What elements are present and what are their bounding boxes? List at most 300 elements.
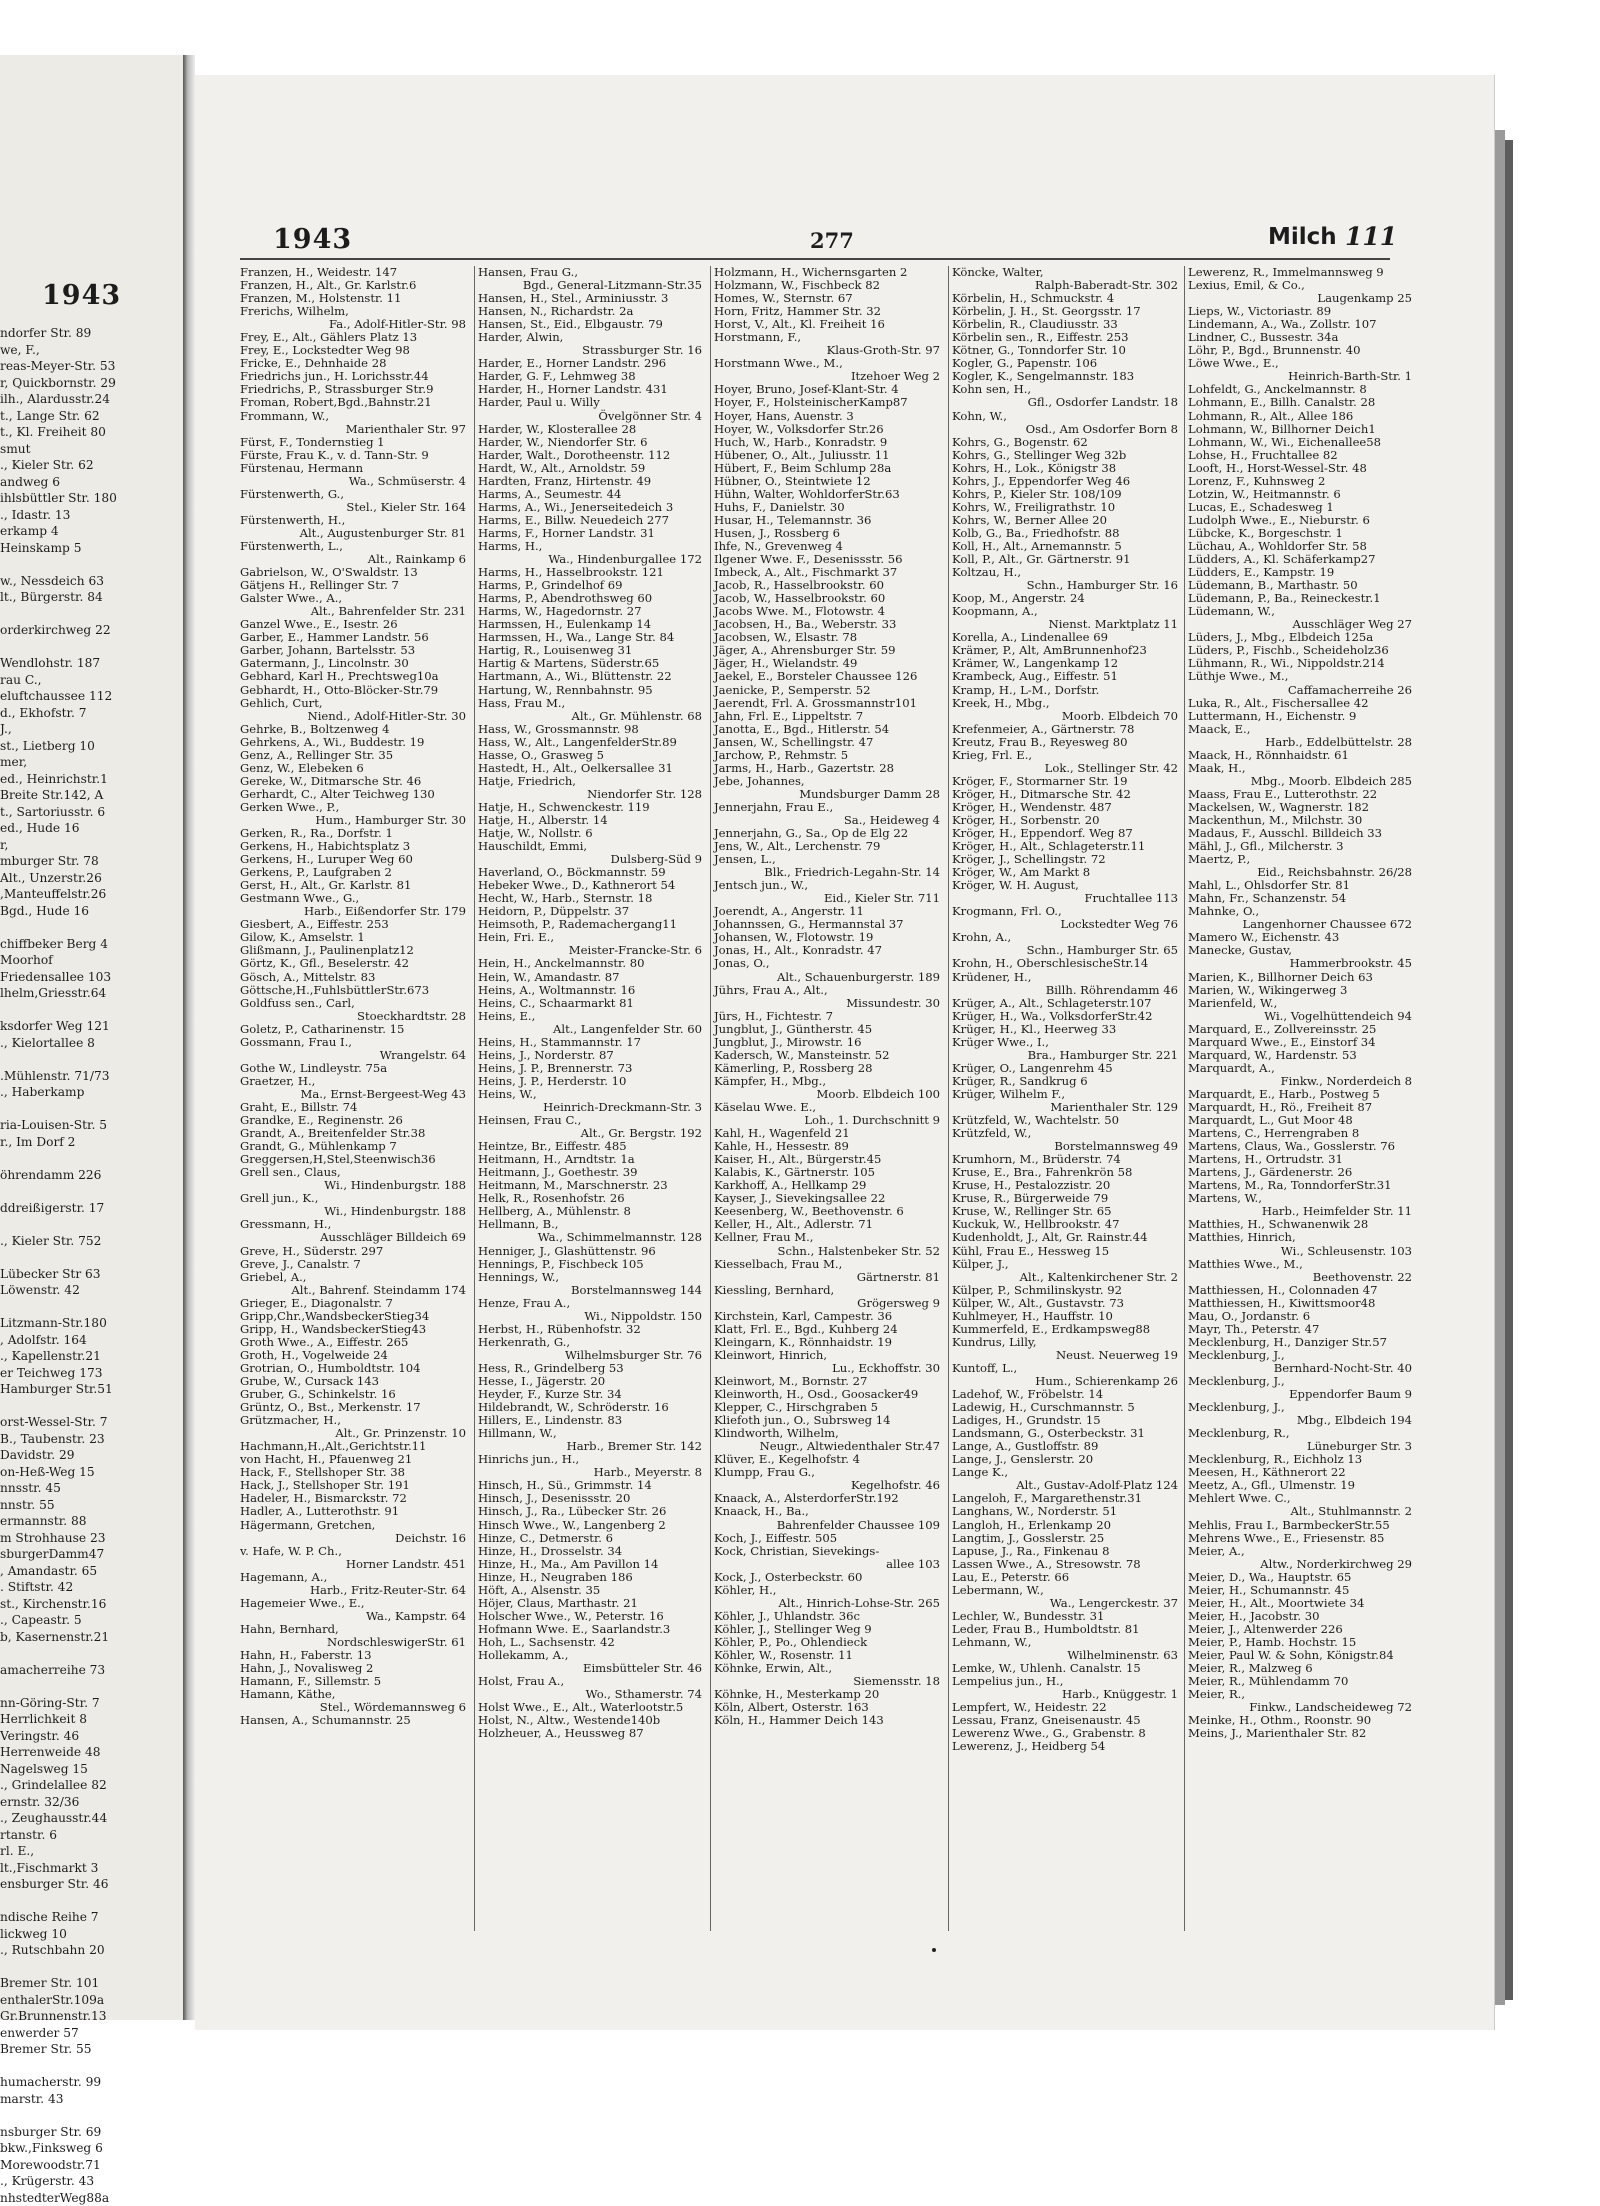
column-divider: [474, 266, 475, 1931]
directory-entry: Blk., Friedrich-Legahn-Str. 14: [714, 866, 944, 879]
directory-entry: Hass, Frau M.,: [478, 697, 706, 710]
directory-entry: Harms, W., Hagedornstr. 27: [478, 605, 706, 618]
directory-entry: Marien, W., Wikingerweg 3: [1188, 984, 1416, 997]
directory-entry: Eid., Reichsbahnstr. 26/28: [1188, 866, 1416, 879]
directory-entry: Käselau Wwe. E.,: [714, 1101, 944, 1114]
directory-entry: Holst, Frau A.,: [478, 1675, 706, 1688]
directory-entry: Krüger, H., Kl., Heerweg 33: [952, 1023, 1182, 1036]
directory-entry: Fa., Adolf-Hitler-Str. 98: [240, 318, 470, 331]
directory-entry: Mundsburger Damm 28: [714, 788, 944, 801]
directory-entry: Nienst. Marktplatz 11: [952, 618, 1182, 631]
directory-entry: Frey, E., Alt., Gählers Platz 13: [240, 331, 470, 344]
section-number: 111: [1345, 222, 1397, 251]
directory-entry: Stoeckhardtstr. 28: [240, 1010, 470, 1023]
directory-entry: Holscher Wwe., W., Peterstr. 16: [478, 1610, 706, 1623]
directory-entry: Jensen, L.,: [714, 853, 944, 866]
left-page-entry: rau C.,: [0, 672, 183, 689]
directory-entry: Hess, R., Grindelberg 53: [478, 1362, 706, 1375]
directory-entry: Lohse, H., Fruchtallee 82: [1188, 449, 1416, 462]
directory-entry: Köhler, W., Rosenstr. 11: [714, 1649, 944, 1662]
directory-entry: Meetz, A., Gfl., Ulmenstr. 19: [1188, 1479, 1416, 1492]
directory-entry: Hardten, Franz, Hirtenstr. 49: [478, 475, 706, 488]
left-page-entry: ria-Louisen-Str. 5: [0, 1117, 183, 1134]
directory-entry: Marienfeld, W.,: [1188, 997, 1416, 1010]
directory-entry: Johannssen, G., Hermannstal 37: [714, 918, 944, 931]
directory-entry: Harder, H., Horner Landstr. 431: [478, 383, 706, 396]
left-page-entry: [0, 1051, 183, 1068]
directory-entry: Hartmann, A., Wi., Blüttenstr. 22: [478, 670, 706, 683]
directory-entry: Hecht, W., Harb., Sternstr. 18: [478, 892, 706, 905]
directory-entry: Wi., Schleusenstr. 103: [1188, 1245, 1416, 1258]
directory-entry: Knaack, H., Ba.,: [714, 1505, 944, 1518]
directory-entry: Kuhlmeyer, H., Hauffstr. 10: [952, 1310, 1182, 1323]
directory-entry: Lexius, Emil, & Co.,: [1188, 279, 1416, 292]
directory-entry: Kogler, G., Papenstr. 106: [952, 357, 1182, 370]
directory-entry: Meier, H., Alt., Moortwiete 34: [1188, 1597, 1416, 1610]
directory-entry: Mecklenburg, R., Eichholz 13: [1188, 1453, 1416, 1466]
left-page-entry: [0, 1678, 183, 1695]
directory-entry: Heins, E.,: [478, 1010, 706, 1023]
directory-entry: Alt., Gr. Mühlenstr. 68: [478, 710, 706, 723]
directory-entry: Klatt, Frl. E., Bgd., Kuhberg 24: [714, 1323, 944, 1336]
left-page-entry: bkw.,Finksweg 6: [0, 2140, 183, 2157]
directory-entry: Ilgener Wwe. F., Desenissstr. 56: [714, 553, 944, 566]
directory-entry: Langeloh, F., Margarethenstr.31: [952, 1492, 1182, 1505]
directory-entry: Hinze, C., Detmerstr. 6: [478, 1532, 706, 1545]
directory-entry: Meier, H., Jacobstr. 30: [1188, 1610, 1416, 1623]
directory-entry: Mehlert Wwe. C.,: [1188, 1492, 1416, 1505]
directory-entry: Jennerjahn, Frau E.,: [714, 801, 944, 814]
directory-entry: Gehrkens, A., Wi., Buddestr. 19: [240, 736, 470, 749]
directory-entry: Hoh, L., Sachsenstr. 42: [478, 1636, 706, 1649]
directory-entry: Glißmann, J., Paulinenplatz12: [240, 944, 470, 957]
directory-entry: v. Hafe, W. P. Ch.,: [240, 1545, 470, 1558]
directory-entry: Lebermann, W.,: [952, 1584, 1182, 1597]
left-page-entry: Lübecker Str 63: [0, 1266, 183, 1283]
directory-entry: Hennings, P., Fischbeck 105: [478, 1258, 706, 1271]
left-page-entry: enthalerStr.109a: [0, 1992, 183, 2009]
directory-entry: Jansen, W., Schellingstr. 47: [714, 736, 944, 749]
directory-entry: Harms, A., Seumestr. 44: [478, 488, 706, 501]
directory-entry: Jührs, Frau A., Alt.,: [714, 984, 944, 997]
directory-entry: Niend., Adolf-Hitler-Str. 30: [240, 710, 470, 723]
directory-entry: Jaenicke, P., Semperstr. 52: [714, 684, 944, 697]
directory-entry: Hahn, H., Faberstr. 13: [240, 1649, 470, 1662]
directory-entry: Wa., Hindenburgallee 172: [478, 553, 706, 566]
left-page-entry: humacherstr. 99: [0, 2074, 183, 2091]
directory-entry: Jebe, Johannes,: [714, 775, 944, 788]
directory-entry: Galster Wwe., A.,: [240, 592, 470, 605]
directory-entry: Hatje, H., Schwenckestr. 119: [478, 801, 706, 814]
directory-entry: Hack, F., Stellshoper Str. 38: [240, 1466, 470, 1479]
directory-entry: Krambeck, Aug., Eiffestr. 51: [952, 670, 1182, 683]
directory-entry: Eppendorfer Baum 9: [1188, 1388, 1416, 1401]
directory-entry: Alt., Gustav-Adolf-Platz 124: [952, 1479, 1182, 1492]
directory-entry: Marquardt, A.,: [1188, 1062, 1416, 1075]
directory-entry: Mahl, L., Ohlsdorfer Str. 81: [1188, 879, 1416, 892]
directory-entry: Huhs, F., Danielstr. 30: [714, 501, 944, 514]
directory-entry: Greggersen,H,Stel,Steenwisch36: [240, 1153, 470, 1166]
directory-entry: Husar, H., Telemannstr. 36: [714, 514, 944, 527]
directory-entry: Heins, C., Schaarmarkt 81: [478, 997, 706, 1010]
directory-entry: Hübner, O., Steintwiete 12: [714, 475, 944, 488]
directory-entry: Siemensstr. 18: [714, 1675, 944, 1688]
directory-entry: Gösch, A., Mittelstr. 83: [240, 971, 470, 984]
left-page-entry: smut: [0, 441, 183, 458]
directory-entry: Jacob, W., Hasselbrookstr. 60: [714, 592, 944, 605]
directory-entry: Jungblut, J., Mirowstr. 16: [714, 1036, 944, 1049]
left-page-entry: sburgerDamm47: [0, 1546, 183, 1563]
directory-entry: Caffamacherreihe 26: [1188, 684, 1416, 697]
directory-entry: Matthies, Hinrich,: [1188, 1231, 1416, 1244]
directory-entry: Hardt, W., Alt., Arnoldstr. 59: [478, 462, 706, 475]
directory-entry: Beethovenstr. 22: [1188, 1271, 1416, 1284]
directory-entry: Hasse, O., Grasweg 5: [478, 749, 706, 762]
directory-entry: Kröger, F., Stormarner Str. 19: [952, 775, 1182, 788]
directory-entry: Maack, E.,: [1188, 723, 1416, 736]
directory-entry: Hass, W., Alt., LangenfelderStr.89: [478, 736, 706, 749]
directory-entry: Ladiges, H., Grundstr. 15: [952, 1414, 1182, 1427]
left-page-entry: .Mühlenstr. 71/73: [0, 1068, 183, 1085]
directory-entry: Madaus, F., Ausschl. Billdeich 33: [1188, 827, 1416, 840]
left-page-year: 1943: [42, 280, 121, 311]
directory-entry: Kröger, J., Schellingstr. 72: [952, 853, 1182, 866]
directory-entry: Holst Wwe., E., Alt., Waterlootstr.5: [478, 1701, 706, 1714]
directory-entry: Mackenthun, M., Milchstr. 30: [1188, 814, 1416, 827]
directory-entry: Heins, J. P., Herderstr. 10: [478, 1075, 706, 1088]
directory-entry: Grell jun., K.,: [240, 1192, 470, 1205]
directory-entry: Lau, E., Peterstr. 66: [952, 1571, 1182, 1584]
directory-entry: Övelgönner Str. 4: [478, 410, 706, 423]
directory-entry: Kramp, H., L-M., Dorfstr.: [952, 684, 1182, 697]
left-page-entry: [0, 556, 183, 573]
directory-entry: Lüdders, A., Kl. Schäferkamp27: [1188, 553, 1416, 566]
left-page-entry: [0, 1183, 183, 1200]
directory-entry: Giesbert, A., Eiffestr. 253: [240, 918, 470, 931]
directory-entry: Krützfeld, W., Wachtelstr. 50: [952, 1114, 1182, 1127]
left-page-entry: st., Kirchenstr.16: [0, 1596, 183, 1613]
column-divider: [948, 266, 949, 1931]
directory-entry: Kayser, J., Sievekingsallee 22: [714, 1192, 944, 1205]
directory-entry: Hadeler, H., Bismarckstr. 72: [240, 1492, 470, 1505]
directory-entry: Fürstenwerth, L.,: [240, 540, 470, 553]
directory-entry: Martens, Claus, Wa., Gosslerstr. 76: [1188, 1140, 1416, 1153]
directory-entry: Heins, H., Stammannstr. 17: [478, 1036, 706, 1049]
directory-entry: Hübener, O., Alt., Juliusstr. 11: [714, 449, 944, 462]
directory-entry: Wi., Hindenburgstr. 188: [240, 1179, 470, 1192]
directory-entry: Mecklenburg, J.,: [1188, 1349, 1416, 1362]
directory-entry: von Hacht, H., Pfauenweg 21: [240, 1453, 470, 1466]
left-page-entry: ., Kapellenstr.21: [0, 1348, 183, 1365]
directory-entry: Kahle, H., Hessestr. 89: [714, 1140, 944, 1153]
directory-entry: Martens, J., Gärdenerstr. 26: [1188, 1166, 1416, 1179]
left-page-entry: ksdorfer Weg 121: [0, 1018, 183, 1035]
directory-entry: Heinsen, Frau C.,: [478, 1114, 706, 1127]
directory-entry: Hollekamm, A.,: [478, 1649, 706, 1662]
directory-entry: Borstelmannsweg 144: [478, 1284, 706, 1297]
directory-entry: Gebhard, Karl H., Prechtsweg10a: [240, 670, 470, 683]
directory-entry: Bahrenfelder Chaussee 109: [714, 1519, 944, 1532]
directory-entry: Borstelmannsweg 49: [952, 1140, 1182, 1153]
directory-entry: Horn, Fritz, Hammer Str. 32: [714, 305, 944, 318]
left-page-entry: rtanstr. 6: [0, 1827, 183, 1844]
directory-entry: Alt., Langenfelder Str. 60: [478, 1023, 706, 1036]
directory-entry: Itzehoer Weg 2: [714, 370, 944, 383]
directory-entry: Meier, A.,: [1188, 1545, 1416, 1558]
left-page-entry: r., Im Dorf 2: [0, 1134, 183, 1151]
directory-entry: Herbst, H., Rübenhofstr. 32: [478, 1323, 706, 1336]
directory-entry: Grieger, E., Diagonalstr. 7: [240, 1297, 470, 1310]
directory-entry: Hansen, A., Schumannstr. 25: [240, 1714, 470, 1727]
directory-entry: Grube, W., Cursack 143: [240, 1375, 470, 1388]
directory-entry: Kleinwort, M., Bornstr. 27: [714, 1375, 944, 1388]
directory-entry: Horstmann, F.,: [714, 331, 944, 344]
directory-entry: Kleingarn, K., Rönnhaidstr. 19: [714, 1336, 944, 1349]
directory-entry: Mehrens Wwe., E., Friesenstr. 85: [1188, 1532, 1416, 1545]
directory-entry: Hartig, R., Louisenweg 31: [478, 644, 706, 657]
directory-entry: Harder, E., Horner Landstr. 296: [478, 357, 706, 370]
directory-entry: Luttermann, H., Eichenstr. 9: [1188, 710, 1416, 723]
directory-column-1: [240, 266, 470, 1966]
directory-entry: Krohn, H., OberschlesischeStr.14: [952, 957, 1182, 970]
directory-entry: Heitmann, J., Goethestr. 39: [478, 1166, 706, 1179]
directory-entry: Kolb, G., Ba., Friedhofstr. 88: [952, 527, 1182, 540]
directory-entry: Hinsch, J., Ra., Lübecker Str. 26: [478, 1505, 706, 1518]
directory-entry: Klaus-Groth-Str. 97: [714, 344, 944, 357]
directory-entry: Alt., Kaltenkirchener Str. 2: [952, 1271, 1182, 1284]
directory-entry: Lempfert, W., Heidestr. 22: [952, 1701, 1182, 1714]
book-gutter: [183, 55, 195, 2020]
directory-entry: Lübcke, K., Borgeschstr. 1: [1188, 527, 1416, 540]
directory-entry: Krieg, Frl. E.,: [952, 749, 1182, 762]
directory-entry: Griebel, A.,: [240, 1271, 470, 1284]
directory-entry: Graht, E., Billstr. 74: [240, 1101, 470, 1114]
directory-entry: Harms, P., Grindelhof 69: [478, 579, 706, 592]
directory-entry: Meier, Paul W. & Sohn, Königstr.84: [1188, 1649, 1416, 1662]
directory-entry: Kiesselbach, Frau M.,: [714, 1258, 944, 1271]
directory-entry: Jarchow, P., Rehmstr. 5: [714, 749, 944, 762]
left-page-entry: [0, 1645, 183, 1662]
directory-entry: Köhnke, H., Mesterkamp 20: [714, 1688, 944, 1701]
directory-entry: Harder, Walt., Dorotheenstr. 112: [478, 449, 706, 462]
left-page-entry: . Stiftstr. 42: [0, 1579, 183, 1596]
left-page-entry: [0, 1398, 183, 1415]
directory-entry: Harb., Bremer Str. 142: [478, 1440, 706, 1453]
directory-entry: Jacob, R., Hasselbrookstr. 60: [714, 579, 944, 592]
directory-entry: Kuntoff, L.,: [952, 1362, 1182, 1375]
directory-entry: Klindworth, Wilhelm,: [714, 1427, 944, 1440]
directory-entry: Bgd., General-Litzmann-Str.35: [478, 279, 706, 292]
directory-entry: Lindemann, A., Wa., Zollstr. 107: [1188, 318, 1416, 331]
directory-entry: Johansen, W., Flotowstr. 19: [714, 931, 944, 944]
left-page-entry: , Amandastr. 65: [0, 1563, 183, 1580]
left-page-entry: Heinskamp 5: [0, 540, 183, 557]
directory-entry: Lieps, W., Victoriastr. 89: [1188, 305, 1416, 318]
left-page-entry: ilh., Alardusstr.24: [0, 391, 183, 408]
left-page-entry: erkamp 4: [0, 523, 183, 540]
directory-entry: Körbelin, J. H., St. Georgsstr. 17: [952, 305, 1182, 318]
directory-entry: Lüdemann, B., Marthastr. 50: [1188, 579, 1416, 592]
directory-entry: Harder, W., Niendorfer Str. 6: [478, 436, 706, 449]
left-page-entry: Bremer Str. 55: [0, 2041, 183, 2058]
directory-entry: Krogmann, Frl. O.,: [952, 905, 1182, 918]
directory-entry: Kröger, W. H. August,: [952, 879, 1182, 892]
directory-entry: Janotta, E., Bgd., Hitlerstr. 54: [714, 723, 944, 736]
directory-entry: Fürstenwerth, H.,: [240, 514, 470, 527]
directory-entry: Hansen, H., Stel., Arminiusstr. 3: [478, 292, 706, 305]
directory-entry: Eid., Kieler Str. 711: [714, 892, 944, 905]
directory-entry: Hesse, I., Jägerstr. 20: [478, 1375, 706, 1388]
directory-entry: Hachmann,H.,Alt.,Gerichtstr.11: [240, 1440, 470, 1453]
left-page-entry: nnstr. 55: [0, 1497, 183, 1514]
directory-entry: Alt., Gr. Bergstr. 192: [478, 1127, 706, 1140]
directory-entry: Genz, A., Rellinger Str. 35: [240, 749, 470, 762]
column-divider: [710, 266, 711, 1931]
directory-entry: Alt., Stuhlmannstr. 2: [1188, 1505, 1416, 1518]
directory-entry: Gärtnerstr. 81: [714, 1271, 944, 1284]
page-year: 1943: [273, 224, 352, 255]
directory-entry: Billh. Röhrendamm 46: [952, 984, 1182, 997]
directory-entry: Holzmann, W., Fischbeck 82: [714, 279, 944, 292]
directory-entry: Lange, J., Genslerstr. 20: [952, 1453, 1182, 1466]
directory-entry: Krüdener, H.,: [952, 971, 1182, 984]
directory-entry: Strassburger Str. 16: [478, 344, 706, 357]
directory-entry: Lotzin, W., Heitmannstr. 6: [1188, 488, 1416, 501]
directory-entry: Hansen, N., Richardstr. 2a: [478, 305, 706, 318]
directory-entry: Matthies Wwe., M.,: [1188, 1258, 1416, 1271]
directory-entry: Joerendt, A., Angerstr. 11: [714, 905, 944, 918]
directory-entry: Keller, H., Alt., Adlerstr. 71: [714, 1218, 944, 1231]
directory-entry: Hillmann, W.,: [478, 1427, 706, 1440]
directory-entry: Hartung, W., Rennbahnstr. 95: [478, 684, 706, 697]
directory-entry: Lapuse, J., Ra., Finkenau 8: [952, 1545, 1182, 1558]
directory-entry: Grandt, G., Mühlenkamp 7: [240, 1140, 470, 1153]
directory-entry: Lucas, E., Schadesweg 1: [1188, 501, 1416, 514]
directory-entry: Kellner, Frau M.,: [714, 1231, 944, 1244]
directory-entry: Kruse, E., Bra., Fahrenkrön 58: [952, 1166, 1182, 1179]
left-page-entry: Herrenweide 48: [0, 1744, 183, 1761]
directory-entry: Lessau, Franz, Gneisenaustr. 45: [952, 1714, 1182, 1727]
directory-entry: Neust. Neuerweg 19: [952, 1349, 1182, 1362]
directory-entry: Meier, R., Mühlendamm 70: [1188, 1675, 1416, 1688]
directory-entry: Lorenz, F., Kuhnsweg 2: [1188, 475, 1416, 488]
left-page-entry: Veringstr. 46: [0, 1728, 183, 1745]
left-page-entry: J.,: [0, 721, 183, 738]
directory-entry: Jennerjahn, G., Sa., Op de Elg 22: [714, 827, 944, 840]
directory-entry: Heimsoth, P., Rademachergang11: [478, 918, 706, 931]
directory-entry: Lohmann, W., Wi., Eichenallee58: [1188, 436, 1416, 449]
directory-entry: Kohrs, G., Stellinger Weg 32b: [952, 449, 1182, 462]
directory-entry: Kegelhofstr. 46: [714, 1479, 944, 1492]
directory-entry: Haverland, O., Böckmannstr. 59: [478, 866, 706, 879]
directory-entry: Gruber, G., Schinkelstr. 16: [240, 1388, 470, 1401]
directory-entry: allee 103: [714, 1558, 944, 1571]
directory-entry: Harms, E., Billw. Neuedeich 277: [478, 514, 706, 527]
left-page-entry: [0, 1216, 183, 1233]
directory-entry: Meier, R.,: [1188, 1688, 1416, 1701]
directory-entry: Mbg., Elbdeich 194: [1188, 1414, 1416, 1427]
directory-entry: Imbeck, A., Alt., Fischmarkt 37: [714, 566, 944, 579]
directory-entry: Lemke, W., Uhlenh. Canalstr. 15: [952, 1662, 1182, 1675]
left-page-entry: Alt., Unzerstr.26: [0, 870, 183, 887]
directory-entry: Franzen, H., Alt., Gr. Karlstr.6: [240, 279, 470, 292]
directory-entry: Hübert, F., Beim Schlump 28a: [714, 462, 944, 475]
directory-entry: Friedrichs jun., H. Lorichsstr.44: [240, 370, 470, 383]
directory-entry: Mähl, J., Gfl., Milcherstr. 3: [1188, 840, 1416, 853]
directory-entry: Ladehof, W., Fröbelstr. 14: [952, 1388, 1182, 1401]
left-page-entry: ., Zeughausstr.44: [0, 1810, 183, 1827]
directory-entry: Hägermann, Gretchen,: [240, 1519, 470, 1532]
directory-entry: Mahn, Fr., Schanzenstr. 54: [1188, 892, 1416, 905]
directory-entry: Marienthaler Str. 129: [952, 1101, 1182, 1114]
left-page-entry: reas-Meyer-Str. 53: [0, 358, 183, 375]
directory-entry: Hagemeier Wwe., E.,: [240, 1597, 470, 1610]
directory-entry: Gatermann, J., Lincolnstr. 30: [240, 657, 470, 670]
directory-entry: Hahn, Bernhard,: [240, 1623, 470, 1636]
directory-entry: Koch, J., Eiffestr. 505: [714, 1532, 944, 1545]
left-page-entry: [0, 1150, 183, 1167]
directory-entry: Huch, W., Harb., Konradstr. 9: [714, 436, 944, 449]
left-page-entry: mer,: [0, 754, 183, 771]
directory-entry: Ganzel Wwe., E., Isestr. 26: [240, 618, 470, 631]
directory-entry: Jonas, O.,: [714, 957, 944, 970]
directory-entry: Grüntz, O., Bst., Merkenstr. 17: [240, 1401, 470, 1414]
directory-entry: Krüger, A., Alt., Schlageterstr.107: [952, 997, 1182, 1010]
directory-entry: Dulsberg-Süd 9: [478, 853, 706, 866]
directory-entry: Kruse, R., Bürgerweide 79: [952, 1192, 1182, 1205]
directory-entry: Köhnke, Erwin, Alt.,: [714, 1662, 944, 1675]
left-page-entry: t., Kl. Freiheit 80: [0, 424, 183, 441]
directory-entry: Meinke, H., Othm., Roonstr. 90: [1188, 1714, 1416, 1727]
directory-entry: Klüver, E., Kegelhofstr. 4: [714, 1453, 944, 1466]
page-number: 277: [810, 228, 854, 253]
left-page-entry: on-Heß-Weg 15: [0, 1464, 183, 1481]
directory-entry: Matthiessen, H., Kiwittsmoor48: [1188, 1297, 1416, 1310]
directory-entry: Lok., Stellinger Str. 42: [952, 762, 1182, 775]
directory-entry: Gerhardt, C., Alter Teichweg 130: [240, 788, 470, 801]
directory-entry: Heyder, F., Kurze Str. 34: [478, 1388, 706, 1401]
directory-entry: Maack, H., Rönnhaidstr. 61: [1188, 749, 1416, 762]
directory-entry: Hühn, Walter, WohldorferStr.63: [714, 488, 944, 501]
left-page-entry: Löwenstr. 42: [0, 1282, 183, 1299]
directory-entry: Kreutz, Frau B., Reyesweg 80: [952, 736, 1182, 749]
directory-entry: Wa., Schmüserstr. 4: [240, 475, 470, 488]
left-page-entry: Herrlichkeit 8: [0, 1711, 183, 1728]
left-page-entry: amacherreihe 73: [0, 1662, 183, 1679]
directory-entry: Ausschläger Weg 27: [1188, 618, 1416, 631]
directory-entry: Gerkens, H., Habichtsplatz 3: [240, 840, 470, 853]
directory-entry: Hinsch, H., Sü., Grimmstr. 14: [478, 1479, 706, 1492]
directory-entry: Schn., Hamburger Str. 16: [952, 579, 1182, 592]
directory-entry: Marquardt, E., Harb., Postweg 5: [1188, 1088, 1416, 1101]
directory-entry: Gebhardt, H., Otto-Blöcker-Str.79: [240, 684, 470, 697]
directory-entry: Koopmann, A.,: [952, 605, 1182, 618]
directory-entry: Külper, P., Schmilinskystr. 92: [952, 1284, 1182, 1297]
directory-entry: Krohn, A.,: [952, 931, 1182, 944]
directory-entry: Krüger, Wilhelm F.,: [952, 1088, 1182, 1101]
directory-entry: Mecklenburg, H., Danziger Str.57: [1188, 1336, 1416, 1349]
directory-entry: Hein, Fri. E.,: [478, 931, 706, 944]
directory-entry: Koll, P., Alt., Gr. Gärtnerstr. 91: [952, 553, 1182, 566]
directory-entry: Jaekel, E., Borsteler Chaussee 126: [714, 670, 944, 683]
directory-entry: Fürst, F., Tondernstieg 1: [240, 436, 470, 449]
directory-entry: Hauschildt, Emmi,: [478, 840, 706, 853]
directory-entry: Alt., Bahrenf. Steindamm 174: [240, 1284, 470, 1297]
left-page-entry: t., Lange Str. 62: [0, 408, 183, 425]
directory-entry: Matthiessen, H., Colonnaden 47: [1188, 1284, 1416, 1297]
directory-entry: Harms, F., Horner Landstr. 31: [478, 527, 706, 540]
directory-entry: Grell sen., Claus,: [240, 1166, 470, 1179]
